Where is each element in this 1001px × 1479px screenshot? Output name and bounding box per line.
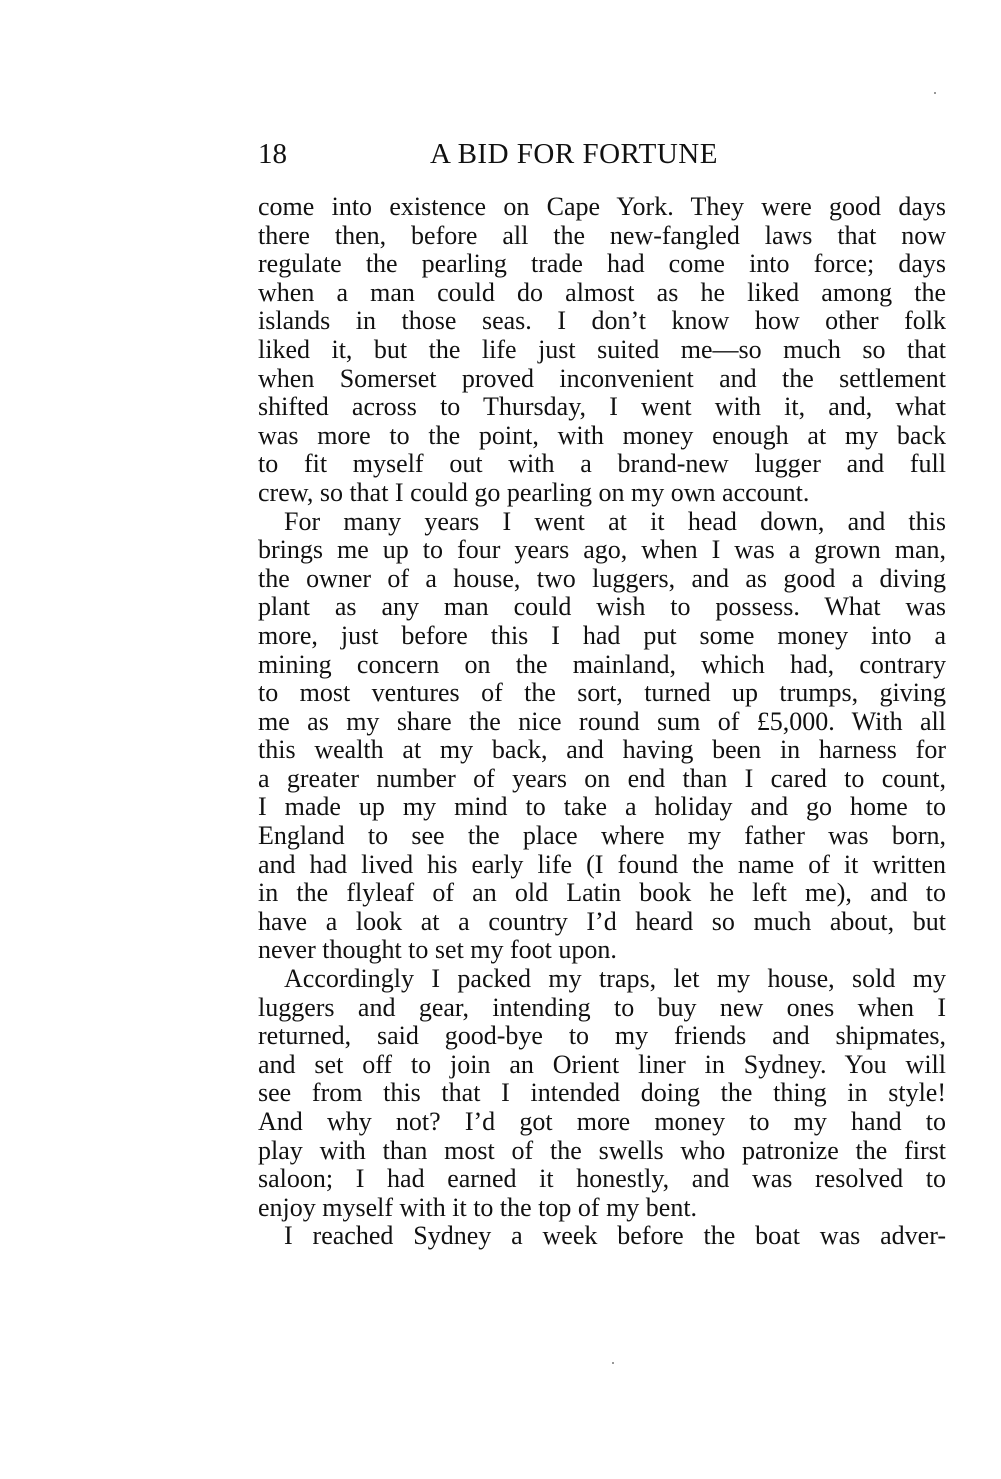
text-line: saloon; I had earned it honestly, and was resolved to (258, 1164, 946, 1194)
body-text (258, 193, 946, 1251)
text-line: I made up my mind to take a holiday and go home to (258, 792, 946, 822)
text-line: I reached Sydney a week before the boat was adver- (284, 1221, 946, 1251)
text-line: me as my share the nice round sum of £5,000. With all (258, 706, 946, 736)
text-line: to most ventures of the sort, turned up trumps, giving (258, 678, 946, 708)
text-line: see from this that I intended doing the thing in style! (258, 1078, 946, 1108)
text-line: have a look at a country I’d heard so much about, but (258, 906, 946, 936)
text-line: crew, so that I could go pearling on my own account. (258, 477, 810, 507)
text-line: enjoy myself with it to the top of my bent. (258, 1192, 698, 1222)
text-line: mining concern on the mainland, which had, contrary (258, 649, 946, 679)
text-line: this wealth at my back, and having been in harness for (258, 735, 946, 765)
text-line: England to see the place where my father was born, (258, 821, 946, 851)
text-line: returned, said good-bye to my friends and shipmates, (258, 1021, 946, 1051)
text-line: more, just before this I had put some money into a (258, 620, 946, 650)
text-line: For many years I went at it head down, and this (284, 506, 946, 536)
running-head (258, 134, 946, 174)
text-line: plant as any man could wish to possess. What was (258, 592, 946, 622)
text-line: liked it, but the life just suited me—so much so that (258, 334, 946, 364)
text-line: was more to the point, with money enough at my back (258, 420, 946, 450)
text-line: come into existence on Cape York. They were good days (258, 192, 946, 221)
text-line: when a man could do almost as he liked among the (258, 277, 946, 307)
page-number: 18 (258, 138, 287, 170)
text-line: shifted across to Thursday, I went with it, and, what (258, 392, 946, 422)
text-line: and had lived his early life (I found the name of it written (258, 849, 946, 879)
text-line: never thought to set my foot upon. (258, 935, 617, 965)
text-line: in the flyleaf of an old Latin book he left me), and to (258, 878, 946, 908)
scan-speck (934, 92, 936, 94)
book-title: A BID FOR FORTUNE (430, 138, 718, 170)
text-line: when Somerset proved inconvenient and the settlement (258, 363, 946, 393)
text-line: brings me up to four years ago, when I was a grown man, (258, 535, 946, 565)
text-line: islands in those seas. I don’t know how other folk (258, 306, 946, 336)
text-line: there then, before all the new-fangled laws that now (258, 220, 946, 250)
text-line: to fit myself out with a brand-new lugger and full (258, 449, 946, 479)
text-line: Accordingly I packed my traps, let my house, sold my (284, 964, 946, 994)
text-line: luggers and gear, intending to buy new ones when I (258, 992, 946, 1022)
text-line: play with than most of the swells who patronize the first (258, 1135, 946, 1165)
text-line: a greater number of years on end than I cared to count, (258, 763, 946, 793)
text-line: the owner of a house, two luggers, and as good a diving (258, 563, 946, 593)
text-line: regulate the pearling trade had come into force; days (258, 249, 946, 279)
text-line: and set off to join an Orient liner in Sydney. You will (258, 1049, 946, 1079)
text-line: And why not? I’d got more money to my hand to (258, 1107, 946, 1136)
scan-speck (612, 1362, 614, 1364)
